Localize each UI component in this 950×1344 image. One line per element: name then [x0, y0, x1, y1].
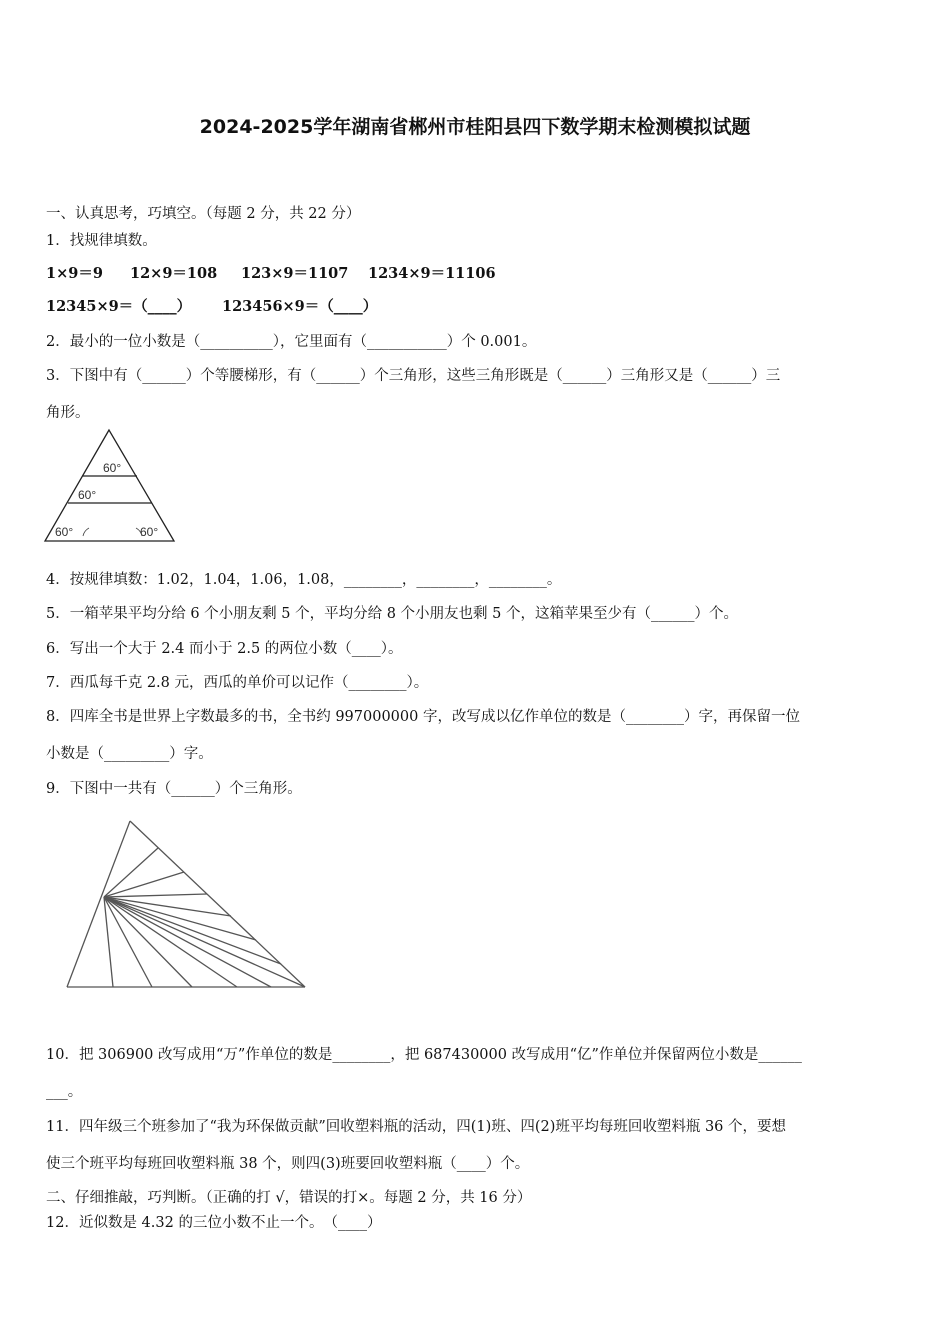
question-11-line1: 11．四年级三个班参加了“我为环保做贡献”回收塑料瓶的活动，四(1)班、四(2)班平均每班回收塑料瓶 36 个，要想 [46, 1119, 787, 1135]
angle-label-2: 60° [78, 488, 97, 502]
q1-eq2: 12×9＝108 [130, 265, 218, 282]
page-title: 2024-2025学年湖南省郴州市桂阳县四下数学期末检测模拟试题 [199, 116, 751, 138]
angle-label-3: 60° [55, 525, 74, 539]
question-10-line1: 10．把 306900 改写成用“万”作单位的数是________，把 687430000 改写成用“亿”作单位并保留两位小数是______ [46, 1047, 802, 1063]
q1-eq3: 123×9＝1107 [241, 265, 349, 282]
question-7: 7．西瓜每千克 2.8 元，西瓜的单价可以记作（________）。 [46, 675, 429, 691]
q3-triangle-figure [40, 425, 185, 550]
question-2: 2．最小的一位小数是（__________），它里面有（___________）个 0.001。 [46, 334, 537, 350]
q1-eq5: 12345×9＝（____） [46, 298, 192, 315]
angle-label-4: 60° [140, 525, 159, 539]
question-8-line2: 小数是（_________）字。 [46, 746, 213, 762]
question-3-line2: 角形。 [46, 405, 90, 421]
q1-equations-row1 [46, 262, 496, 283]
question-5: 5．一箱苹果平均分给 6 个小朋友剩 5 个，平均分给 8 个小朋友也剩 5 个，这箱苹果至少有（______）个。 [46, 606, 738, 622]
angle-label-1: 60° [103, 461, 122, 475]
q9-triangle-figure [55, 815, 320, 1000]
question-11-line2: 使三个班平均每班回收塑料瓶 38 个，则四(3)班要回收塑料瓶（____）个。 [46, 1156, 530, 1172]
question-4: 4．按规律填数：1.02，1.04，1.06，1.08，________，________，________。 [46, 572, 562, 588]
question-8-line1: 8．四库全书是世界上字数最多的书，全书约 997000000 字，改写成以亿作单位的数是（________）字，再保留一位 [46, 709, 800, 725]
question-12: 12．近似数是 4.32 的三位小数不止一个。 （____） [46, 1215, 382, 1231]
section1-header: 一、认真思考，巧填空。（每题 2 分，共 22 分） [46, 206, 361, 222]
question-6: 6．写出一个大于 2.4 而小于 2.5 的两位小数（____）。 [46, 641, 403, 657]
q1-eq1: 1×9＝9 [46, 265, 103, 282]
q1-label: 1．找规律填数。 [46, 233, 157, 249]
q1-eq4: 1234×9＝11106 [368, 265, 496, 282]
question-10-line2: ___。 [46, 1084, 83, 1100]
q1-eq6: 123456×9＝（____） [222, 298, 378, 315]
section2-header: 二、仔细推敲，巧判断。（正确的打 √，错误的打×。每题 2 分，共 16 分） [46, 1190, 532, 1206]
question-9: 9．下图中一共有（______）个三角形。 [46, 781, 302, 797]
question-3-line1: 3．下图中有（______）个等腰梯形，有（______）个三角形，这些三角形既是（______）三角形又是（______）三 [46, 368, 781, 384]
q1-equations-row2 [46, 295, 377, 316]
